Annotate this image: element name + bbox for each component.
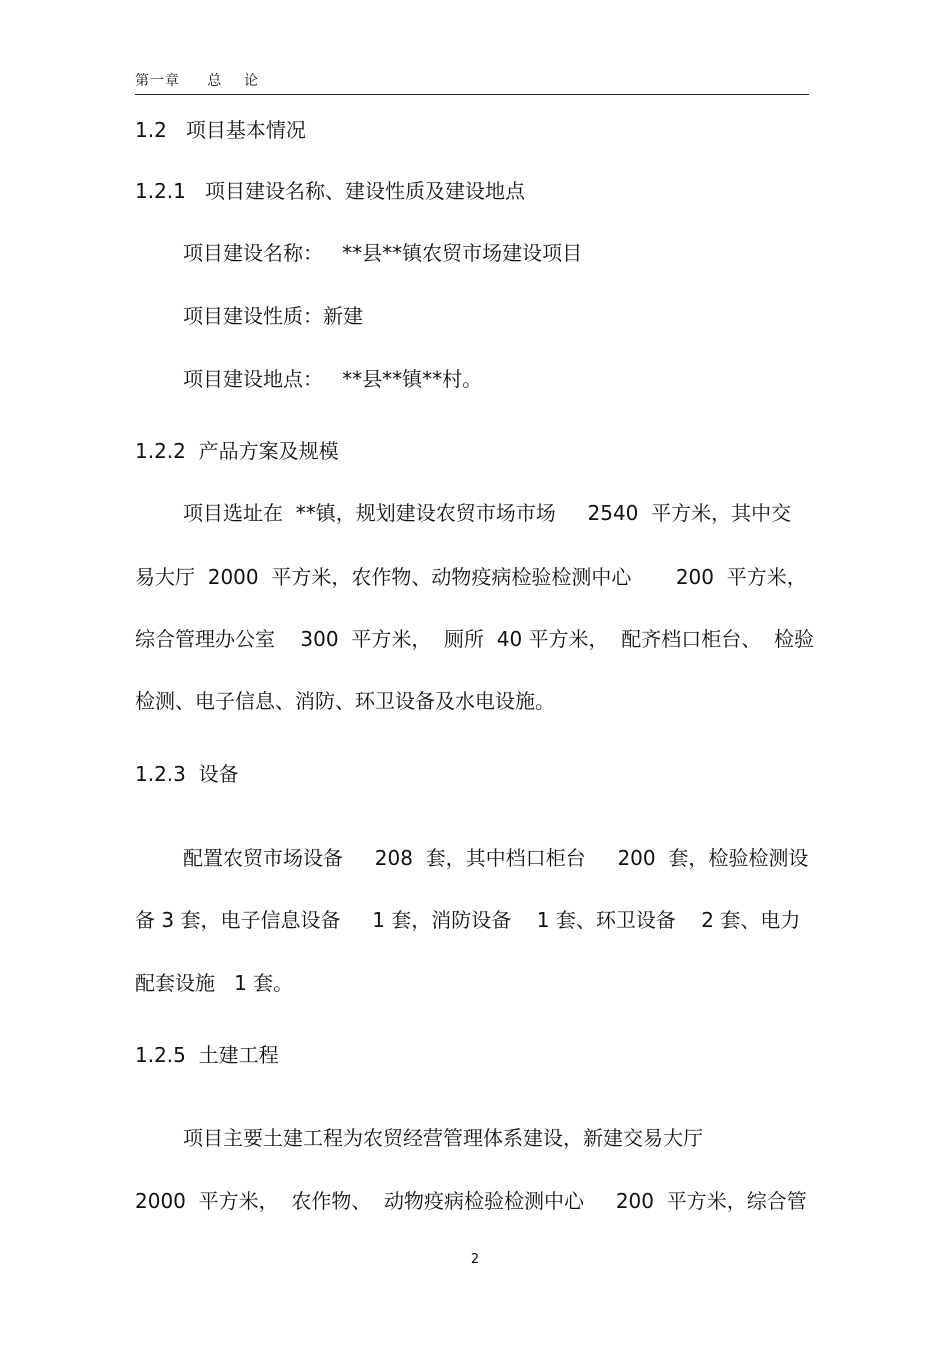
section-heading-1-2-5: 1.2.5 土建工程 xyxy=(135,1043,279,1067)
equipment-paragraph-line-2: 备 3 套，电子信息设备 1 套，消防设备 1 套、环卫设备 2 套、电力 xyxy=(135,908,801,932)
project-name-line: 项目建设名称： **县**镇农贸市场建设项目 xyxy=(183,241,583,265)
section-heading-1-2-3: 1.2.3 设备 xyxy=(135,762,239,786)
project-location-line: 项目建设地点： **县**镇**村。 xyxy=(183,367,483,391)
page-header xyxy=(135,70,809,95)
section-heading-1-2-1: 1.2.1 项目建设名称、建设性质及建设地点 xyxy=(135,179,525,203)
scale-paragraph-line-4: 检测、电子信息、消防、环卫设备及水电设施。 xyxy=(135,689,555,713)
civil-paragraph-line-1: 项目主要土建工程为农贸经营管理体系建设，新建交易大厅 xyxy=(183,1126,703,1150)
section-heading-1-2: 1.2 项目基本情况 xyxy=(135,118,306,142)
scale-paragraph-line-2: 易大厅 2000 平方米，农作物、动物疫病检验检测中心 200 平方米， xyxy=(135,565,807,589)
equipment-paragraph-line-1: 配置农贸市场设备 208 套，其中档口柜台 200 套，检验检测设 xyxy=(183,846,809,870)
chapter-title: 第一章 总 论 xyxy=(135,73,260,89)
scale-paragraph-line-1: 项目选址在 **镇，规划建设农贸市场市场 2540 平方米，其中交 xyxy=(183,501,792,525)
project-nature-line: 项目建设性质：新建 xyxy=(183,304,363,328)
section-heading-1-2-2: 1.2.2 产品方案及规模 xyxy=(135,439,339,463)
page-number: 2 xyxy=(470,1252,480,1267)
civil-paragraph-line-2: 2000 平方米， 农作物、 动物疫病检验检测中心 200 平方米，综合管 xyxy=(135,1189,807,1213)
equipment-paragraph-line-3: 配套设施 1 套。 xyxy=(135,971,294,995)
scale-paragraph-line-3: 综合管理办公室 300 平方米， 厕所 40 平方米， 配齐档口柜台、 检验 xyxy=(135,627,814,651)
